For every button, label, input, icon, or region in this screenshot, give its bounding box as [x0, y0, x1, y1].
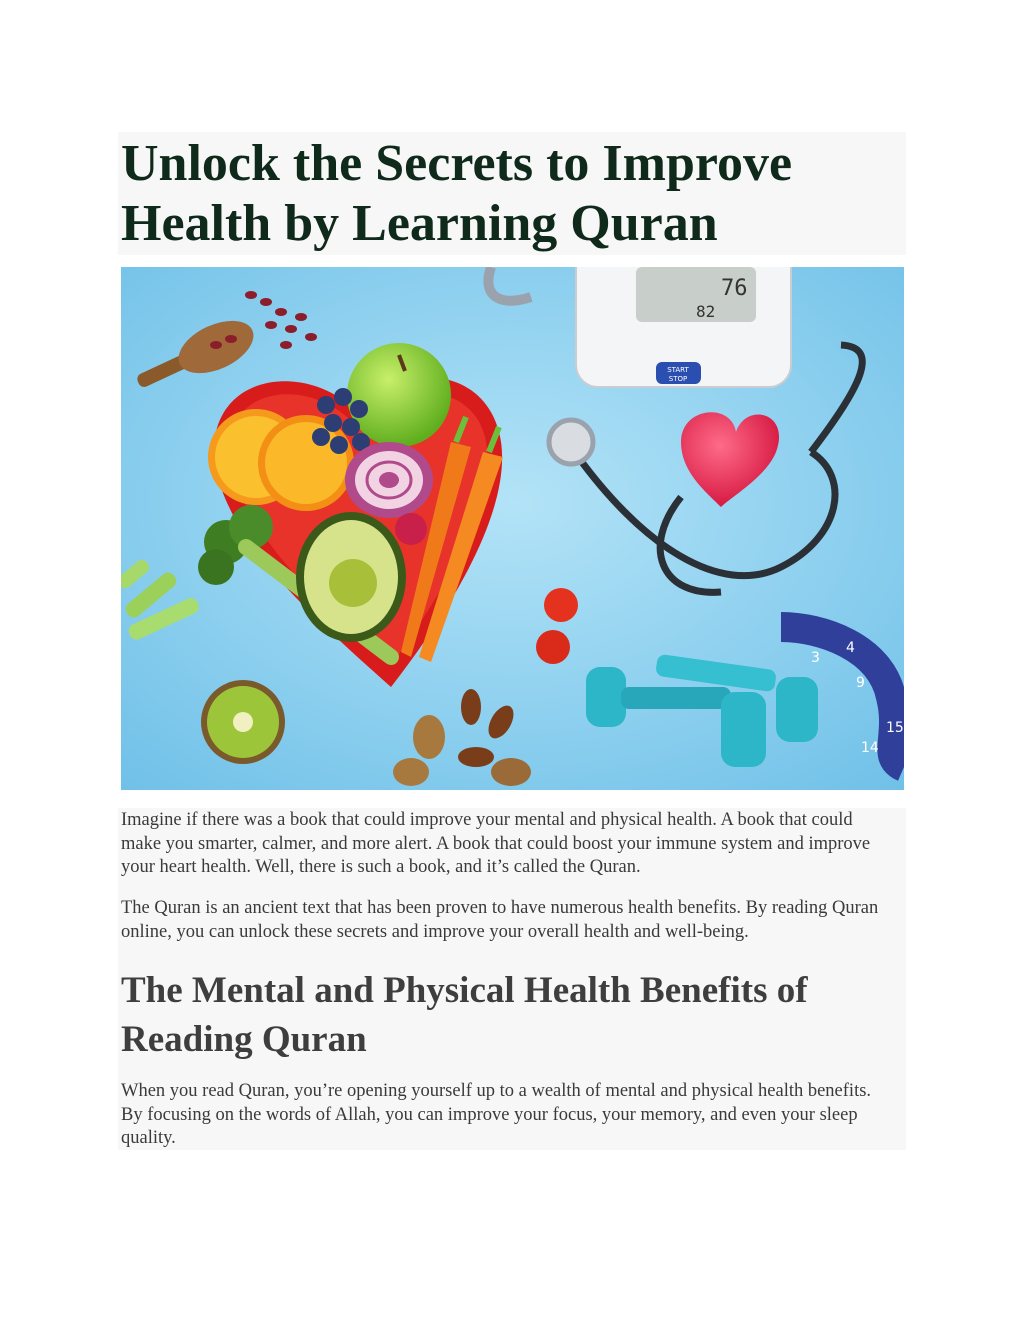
- tape-number-3: 3: [811, 650, 820, 666]
- hero-image: [121, 267, 904, 790]
- red-onion: [345, 442, 433, 518]
- kiwi: [201, 680, 285, 764]
- section-paragraph: When you read Quran, you’re opening yourself up to a wealth of mental and physical health benefits. By focusing on the words of Allah, you can improve your focus, your memory, and even your sleep quality.: [121, 1081, 872, 1148]
- second-paragraph: The Quran is an ancient text that has been proven to have numerous health benefits. By reading Quran online, you can unlock these secrets and improve your overall health and well-being.: [121, 898, 879, 942]
- page-title: Unlock the Secrets to Improve Health by Learning Quran: [121, 135, 793, 252]
- monitor-diastolic: 82: [696, 302, 716, 321]
- avocado: [296, 512, 406, 642]
- tape-number-15: 15: [886, 720, 904, 736]
- section-heading: The Mental and Physical Health Benefits of Reading Quran: [121, 970, 808, 1060]
- monitor-systolic: 76: [721, 276, 748, 301]
- tape-number-4: 4: [846, 640, 855, 656]
- radish: [395, 513, 427, 545]
- tape-number-14: 14: [861, 740, 879, 756]
- monitor-start-label: START: [667, 366, 689, 374]
- monitor-stop-label: STOP: [668, 375, 688, 383]
- tape-number-9: 9: [856, 675, 865, 691]
- intro-paragraph: Imagine if there was a book that could improve your mental and physical health. A book that could make you smarter, calmer, and more alert. A book that could boost your immune system and improve your heart health. Well, there is such a book, and it’s called the Quran.: [121, 810, 871, 877]
